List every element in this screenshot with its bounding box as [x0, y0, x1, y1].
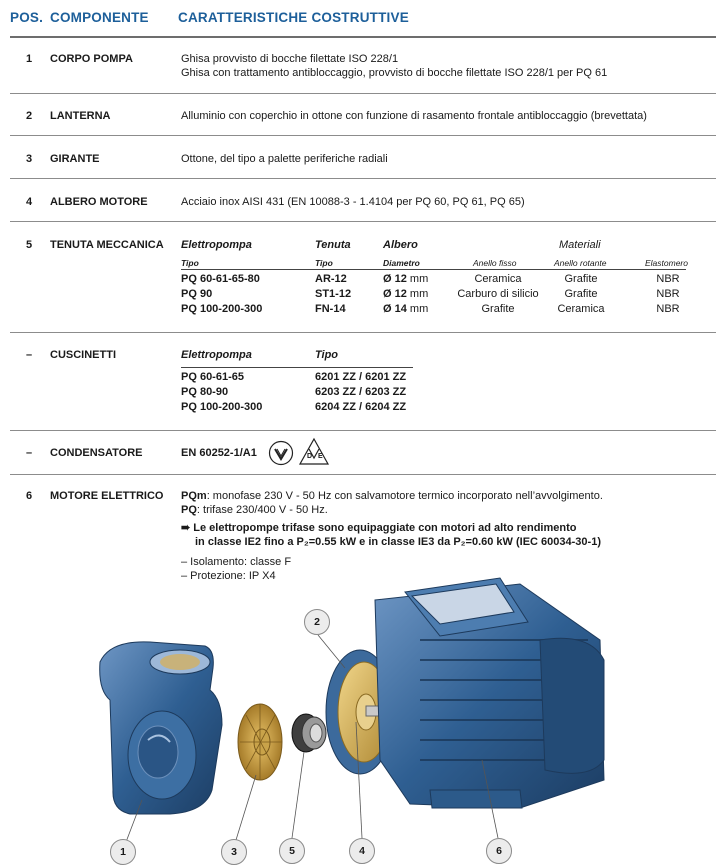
row1-pos: 1 [26, 53, 33, 65]
seal-row-unit: mm [409, 303, 429, 315]
row6-label: MOTORE ELETTRICO [50, 490, 164, 502]
mechanical-seal [292, 714, 326, 752]
header-caratteristiche: CARATTERISTICHE COSTRUTTIVE [178, 10, 409, 25]
seal-row-fisso: Carburo di silicio [457, 288, 539, 300]
row1-label: CORPO POMPA [50, 53, 133, 65]
seal-row-type: ST1-12 [315, 288, 352, 300]
row4-pos: 4 [26, 196, 33, 208]
bearings-label: CUSCINETTI [50, 349, 116, 361]
seal-header-tenuta: Tenuta [315, 239, 351, 251]
seal-row-type: AR-12 [315, 273, 347, 285]
row5-label: TENUTA MECCANICA [50, 239, 164, 251]
motor-protection: – Protezione: IP X4 [181, 570, 276, 582]
seal-subheader-diametro: Diametro [383, 258, 420, 268]
seal-subheader-tipo2: Tipo [315, 258, 333, 268]
impeller [238, 704, 282, 780]
seal-row-unit: mm [409, 273, 429, 285]
callout-6: 6 [486, 838, 512, 864]
seal-header-materiali: Materiali [559, 239, 601, 251]
bearings-header-tipo: Tipo [315, 349, 339, 361]
seal-row-fisso: Grafite [481, 303, 515, 315]
seal-row-fisso: Ceramica [474, 273, 522, 285]
motor-note-line2: in classe IE2 fino a P₂=0.55 kW e in classe IE3 da P₂=0.60 kW (IEC 60034-30-1) [195, 536, 601, 548]
motor-pqm-text: : monofase 230 V - 50 Hz con salvamotore termico incorporato nell’avvolgimento. [206, 490, 603, 502]
motor-insulation: – Isolamento: classe F [181, 556, 292, 568]
seal-row-pump: PQ 90 [181, 288, 213, 300]
motor-note-line1: ➠ Le elettropompe trifase sono equipaggiate con motori ad alto rendimento [181, 522, 577, 534]
row5-pos: 5 [26, 239, 33, 251]
seal-subheader-tipo: Tipo [181, 258, 199, 268]
seal-header-elettropompa: Elettropompa [181, 239, 252, 251]
bearings-row-type: 6204 ZZ / 6204 ZZ [315, 401, 407, 413]
seal-row-pump: PQ 60-61-65-80 [181, 273, 260, 285]
row4-label: ALBERO MOTORE [50, 196, 148, 208]
row3-pos: 3 [26, 153, 33, 165]
row6-pos: 6 [26, 490, 33, 502]
row2-line1: Alluminio con coperchio in ottone con funzione di rasamento frontale antibloccaggio (brevettata) [181, 110, 647, 122]
motor-pq-key: PQ [181, 504, 197, 516]
seal-subheader-elastomero: Elastomero [645, 258, 688, 268]
header-componente: COMPONENTE [50, 10, 149, 25]
callout-4: 4 [349, 838, 375, 864]
row4-line1: Acciaio inox AISI 431 (EN 10088-3 - 1.4104 per PQ 60, PQ 61, PQ 65) [181, 196, 525, 208]
motor [375, 578, 604, 808]
motor-pqm-key: PQm [181, 490, 207, 502]
seal-row-type: FN-14 [315, 303, 346, 315]
row1-line2: Ghisa con trattamento antibloccaggio, provvisto di bocche filettate ISO 228/1 per PQ 61 [181, 67, 608, 79]
capacitor-pos: – [26, 447, 33, 459]
seal-row-rotante: Grafite [564, 288, 598, 300]
callout-5: 5 [279, 838, 305, 864]
seal-row-rotante: Grafite [564, 273, 598, 285]
seal-row-diam: Ø 12 [383, 273, 407, 285]
seal-row-elast: NBR [656, 303, 680, 315]
bearings-row-pump: PQ 100-200-300 [181, 401, 263, 413]
seal-row-rotante: Ceramica [557, 303, 605, 315]
motor-pq-text: : trifase 230/400 V - 50 Hz. [196, 504, 328, 516]
header-pos: POS. [10, 10, 44, 25]
bearings-row-type: 6201 ZZ / 6201 ZZ [315, 371, 407, 383]
callout-1: 1 [110, 839, 136, 865]
seal-row-diam: Ø 14 [383, 303, 407, 315]
seal-subheader-anello-fisso: Anello fisso [473, 258, 517, 268]
bearings-row-pump: PQ 80-90 [181, 386, 229, 398]
callout-3: 3 [221, 839, 247, 865]
row3-line1: Ottone, del tipo a palette periferiche radiali [181, 153, 388, 165]
pump-body [100, 642, 222, 814]
row1-line1: Ghisa provvisto di bocche filettate ISO 228/1 [181, 53, 399, 65]
bearings-header-elettropompa: Elettropompa [181, 349, 252, 361]
seal-row-diam: Ø 12 [383, 288, 407, 300]
bearings-pos: – [26, 349, 33, 361]
seal-row-pump: PQ 100-200-300 [181, 303, 263, 315]
seal-row-unit: mm [409, 288, 429, 300]
approval-triangle-text: D E [307, 453, 325, 460]
capacitor-label: CONDENSATORE [50, 447, 143, 459]
row2-pos: 2 [26, 110, 33, 122]
seal-header-albero: Albero [383, 239, 418, 251]
capacitor-norm: EN 60252-1/A1 [181, 447, 257, 459]
bearings-row-type: 6203 ZZ / 6203 ZZ [315, 386, 407, 398]
callout-2: 2 [304, 609, 330, 635]
row2-label: LANTERNA [50, 110, 111, 122]
seal-subheader-anello-rotante: Anello rotante [554, 258, 607, 268]
bearings-row-pump: PQ 60-61-65 [181, 371, 244, 383]
seal-row-elast: NBR [656, 273, 680, 285]
seal-row-elast: NBR [656, 288, 680, 300]
row3-label: GIRANTE [50, 153, 100, 165]
